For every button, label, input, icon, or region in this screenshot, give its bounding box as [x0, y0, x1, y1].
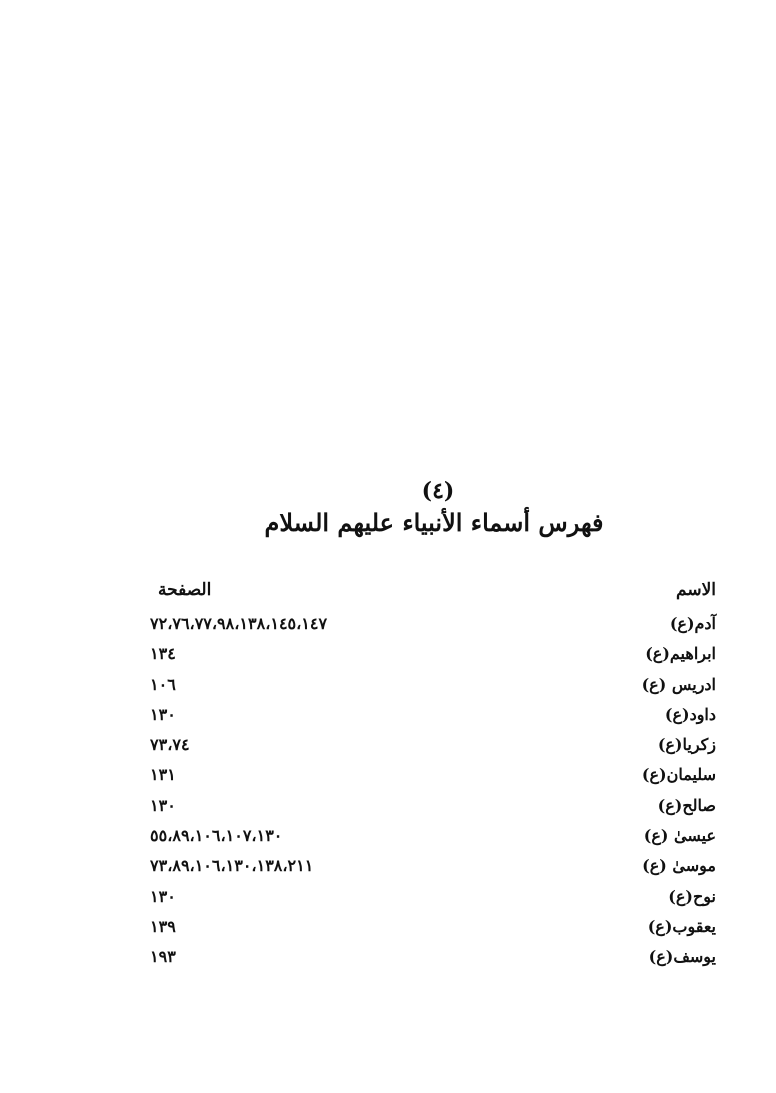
index-row-isa — [150, 826, 716, 856]
section-title: فهرس أسماء الأنبياء عليهم السلام — [264, 508, 604, 537]
page-references: ١٣٠ — [150, 704, 176, 724]
page-references: ١٠٦ — [150, 674, 176, 694]
prophet-name: زكريا(ع) — [657, 735, 716, 755]
page-references: ١٩٣ — [150, 947, 176, 967]
index-row-sulayman — [150, 765, 716, 795]
prophet-name: آدم(ع) — [669, 614, 716, 633]
prophet-name: صالح(ع) — [657, 795, 716, 815]
prophet-name: عيسىٰ (ع) — [643, 826, 716, 846]
index-row-yusuf — [150, 947, 716, 977]
page-references: ١٣٠ — [150, 795, 176, 815]
page-references: ٧٣،٧٤ — [150, 735, 190, 755]
index-row-idris — [150, 675, 716, 705]
index-row-adam — [150, 614, 716, 644]
page-references: ١٣١ — [150, 765, 176, 785]
prophet-name: ادريس (ع) — [641, 674, 716, 694]
prophet-name: داود(ع) — [664, 704, 716, 724]
index-row-dawud — [150, 705, 716, 735]
table-header — [150, 580, 716, 606]
page-references: ٥٥،٨٩،١٠٦،١٠٧،١٣٠ — [150, 826, 283, 846]
prophet-name: يوسف(ع) — [648, 947, 716, 967]
index-row-ibrahim — [150, 644, 716, 674]
prophet-name: نوح(ع) — [668, 886, 716, 906]
section-number: (٤) — [421, 478, 455, 504]
name-column-header: الاسم — [676, 580, 716, 600]
prophet-name: ابراهيم(ع) — [645, 644, 716, 664]
page-references: ١٣٠ — [150, 886, 176, 906]
page-references: ١٣٩ — [150, 916, 176, 936]
index-row-yaqub — [150, 917, 716, 947]
page-references: ٧٢،٧٦،٧٧،٩٨،١٣٨،١٤٥،١٤٧ — [150, 614, 328, 633]
prophets-index-list — [150, 614, 716, 978]
page-references: ٧٣،٨٩،١٠٦،١٣٠،١٣٨،٢١١ — [150, 856, 314, 876]
prophet-name: سليمان(ع) — [641, 765, 716, 785]
page-references: ١٣٤ — [150, 644, 176, 664]
index-row-salih — [150, 796, 716, 826]
index-row-nuh — [150, 887, 716, 917]
index-row-musa — [150, 856, 716, 886]
prophet-name: موسىٰ (ع) — [642, 856, 716, 876]
index-row-zakariya — [150, 735, 716, 765]
prophet-name: يعقوب(ع) — [647, 916, 716, 936]
page-column-header: الصفحة — [158, 580, 212, 600]
